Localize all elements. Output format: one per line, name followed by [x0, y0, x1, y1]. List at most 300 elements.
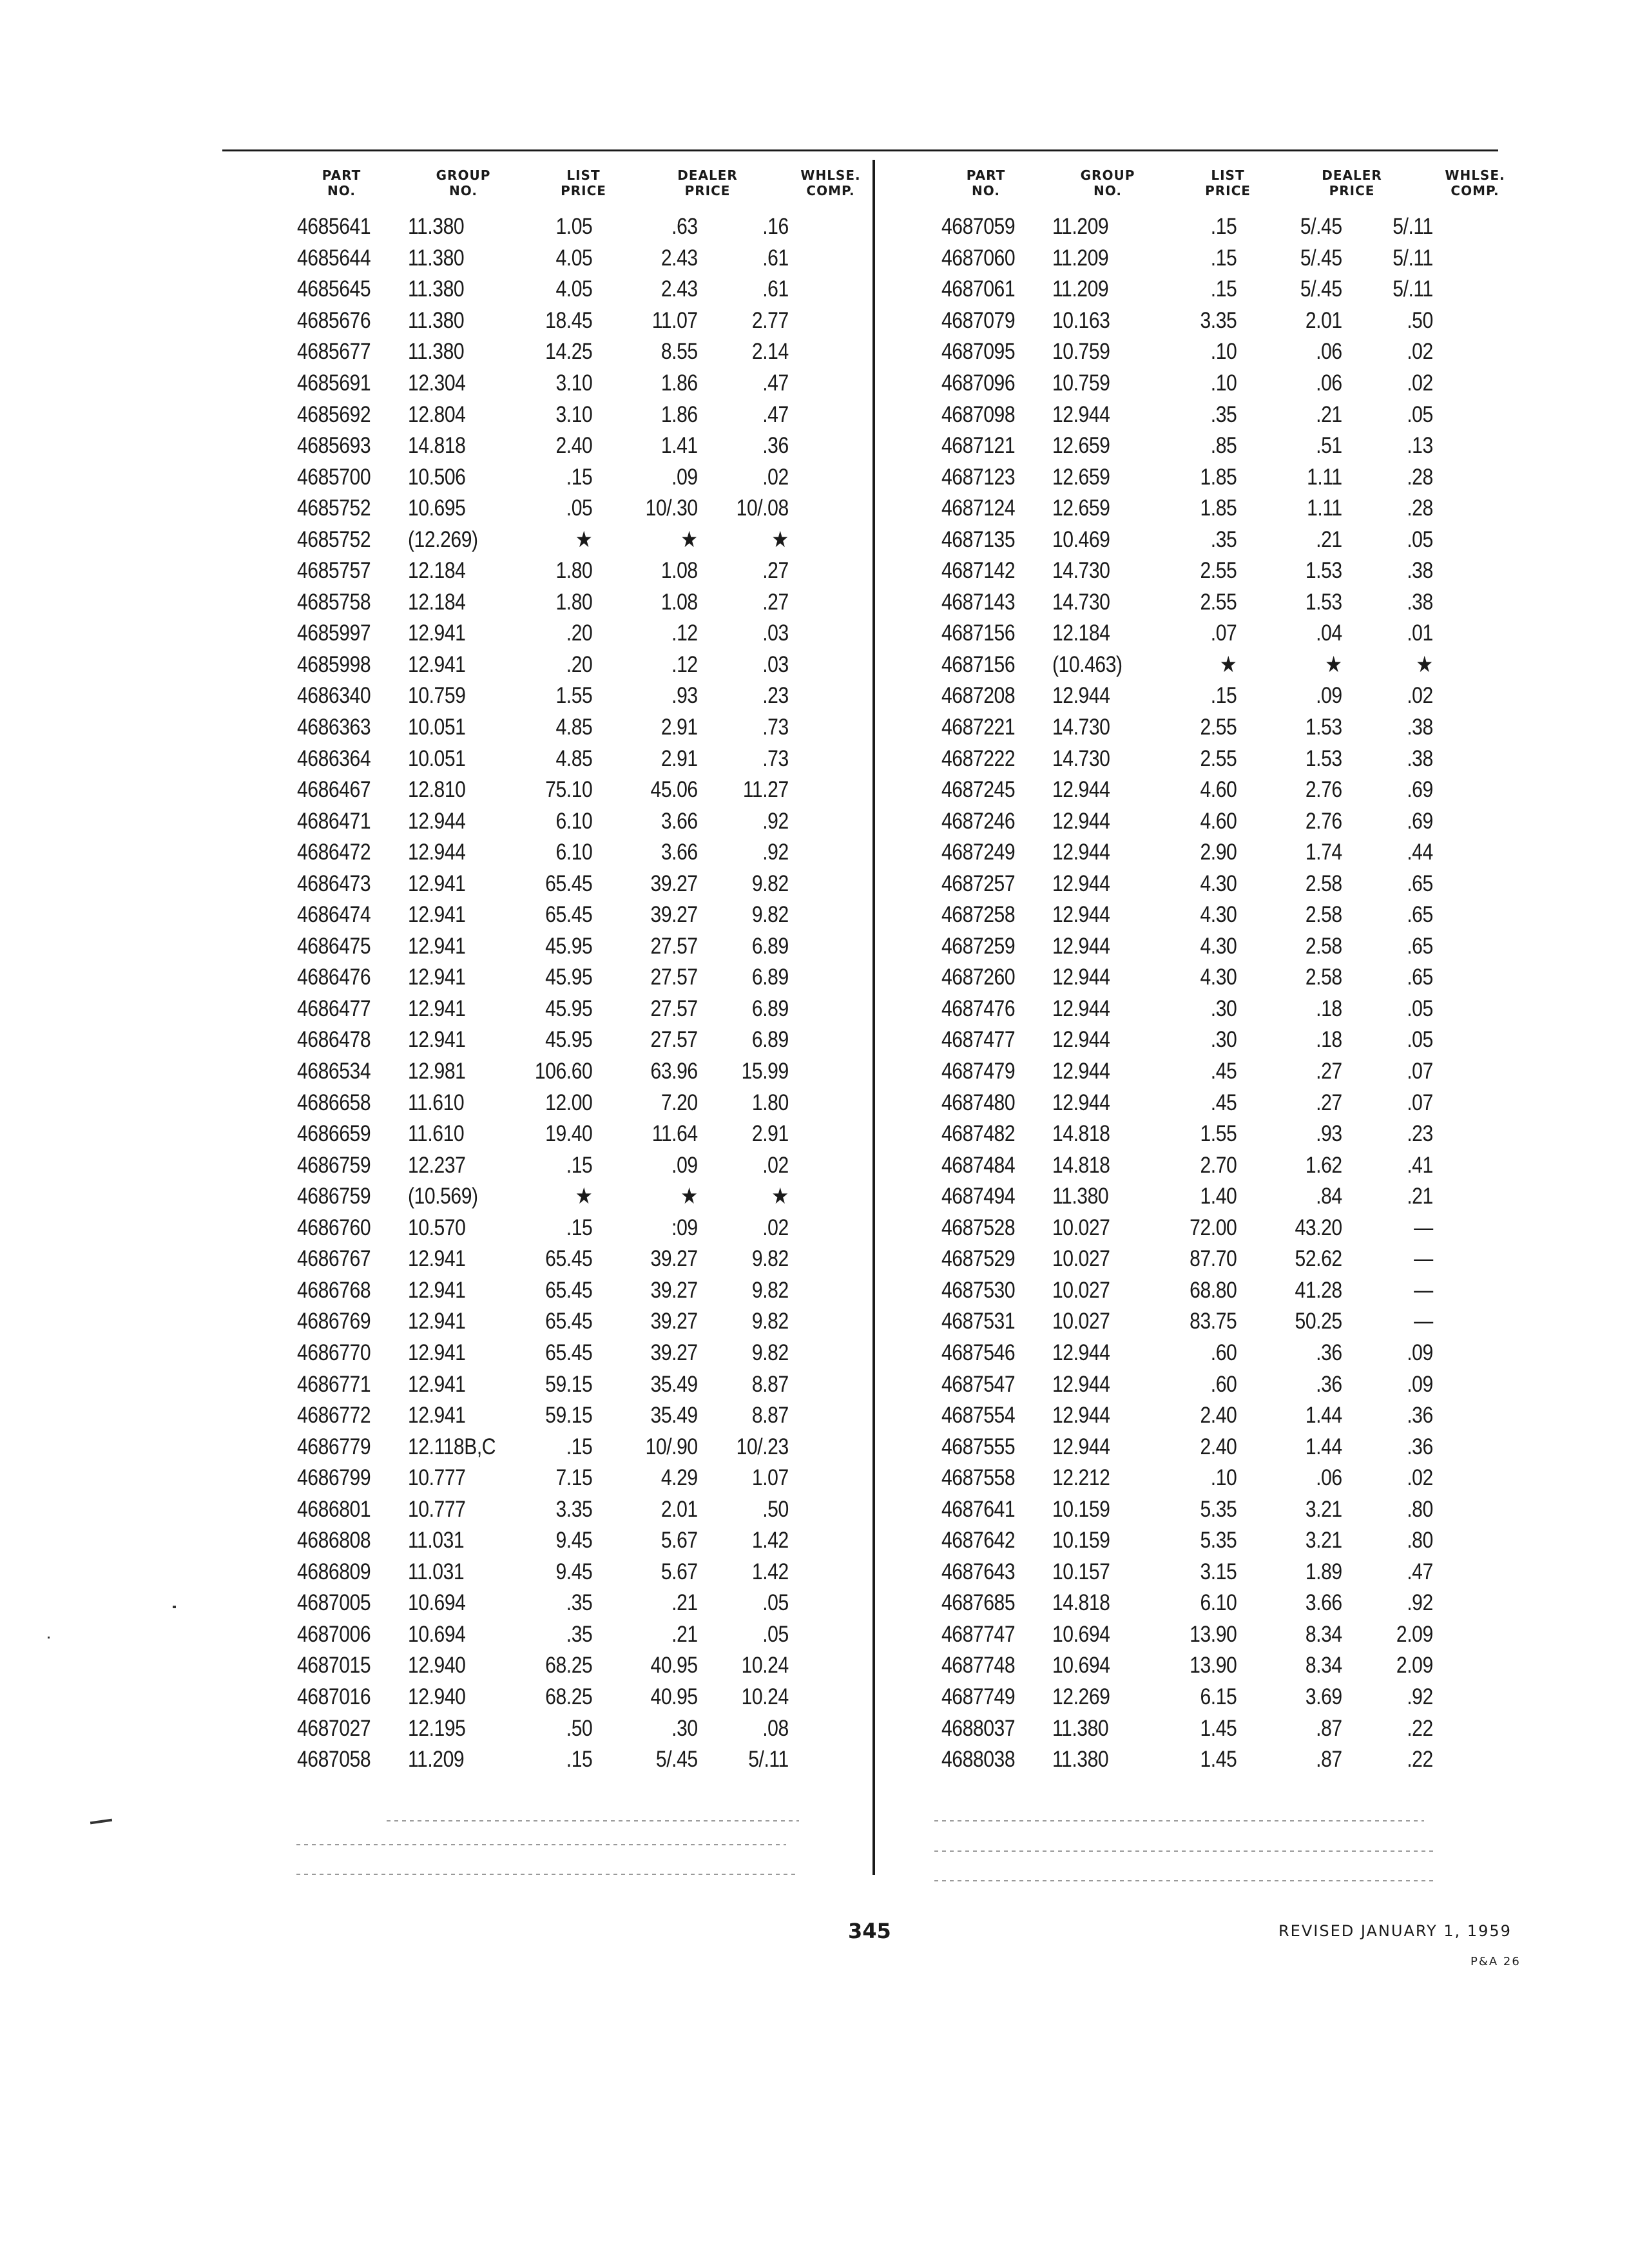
- table-row: [921, 336, 1443, 368]
- list-price-cell: 45.95: [545, 995, 593, 1021]
- part-no-cell: 4686476: [296, 965, 371, 990]
- header-dealer-price: [1278, 168, 1413, 198]
- table-row: [921, 1463, 1443, 1494]
- group-no-cell: 11.610: [407, 1090, 465, 1115]
- group-no-cell: 11.610: [407, 1121, 465, 1147]
- part-no-cell: 4685691: [296, 370, 371, 396]
- part-no-cell: 4687547: [941, 1371, 1016, 1397]
- list-price-cell: ★: [575, 1184, 593, 1209]
- whlse-comp-cell: .21: [1407, 1184, 1433, 1209]
- left-table-rows: [277, 211, 883, 1775]
- dealer-price-cell: 2.58: [1305, 933, 1342, 959]
- part-no-cell: 4686799: [296, 1465, 371, 1491]
- table-row: [277, 868, 798, 899]
- table-row: [921, 1400, 1443, 1432]
- group-no-cell: 12.659: [1052, 464, 1110, 490]
- dealer-price-cell: .18: [1316, 995, 1342, 1021]
- group-no-cell: 12.941: [407, 902, 466, 928]
- list-price-cell: 2.55: [1200, 558, 1237, 584]
- whlse-comp-cell: .07: [1407, 1059, 1433, 1084]
- dealer-price-cell: 5.67: [660, 1559, 698, 1584]
- dealer-price-cell: .09: [671, 1152, 698, 1178]
- list-price-cell: 6.10: [1200, 1590, 1237, 1616]
- header-whlse-line2: COMP.: [806, 183, 855, 198]
- header-whlse-comp: [1413, 168, 1528, 198]
- table-row: [277, 493, 798, 524]
- dealer-price-cell: 2.76: [1305, 808, 1342, 834]
- whlse-comp-cell: .03: [762, 620, 789, 646]
- list-price-cell: 65.45: [545, 870, 593, 896]
- table-row: [277, 1744, 798, 1776]
- table-row: [921, 274, 1443, 305]
- group-no-cell: 12.944: [1052, 840, 1110, 865]
- whlse-comp-cell: .27: [762, 589, 789, 615]
- group-no-cell: 12.659: [1052, 495, 1110, 521]
- list-price-cell: 45.95: [545, 933, 593, 959]
- list-price-cell: 13.90: [1190, 1621, 1237, 1647]
- table-row: [921, 837, 1443, 869]
- table-row: [921, 1494, 1443, 1525]
- scan-dotted-line: [296, 1874, 799, 1875]
- whlse-comp-cell: .08: [762, 1715, 789, 1741]
- whlse-comp-cell: .92: [762, 840, 789, 865]
- group-no-cell: 12.944: [1052, 683, 1110, 709]
- dealer-price-cell: 1.44: [1305, 1403, 1342, 1428]
- dealer-price-cell: .51: [1316, 433, 1342, 459]
- whlse-comp-cell: 2.09: [1396, 1653, 1433, 1678]
- list-price-cell: 1.55: [555, 683, 593, 709]
- group-no-cell: 12.941: [407, 1027, 466, 1053]
- whlse-comp-cell: .38: [1407, 558, 1433, 584]
- dealer-price-cell: .30: [671, 1715, 698, 1741]
- header-whlse-line1: WHLSE.: [800, 168, 861, 183]
- part-no-cell: 4686760: [296, 1215, 371, 1240]
- table-row: [277, 430, 798, 462]
- whlse-comp-cell: 11.27: [742, 777, 789, 803]
- group-no-cell: 14.730: [1052, 715, 1110, 740]
- list-price-cell: 4.60: [1200, 777, 1237, 803]
- part-no-cell: 4686809: [296, 1559, 371, 1584]
- dealer-price-cell: 1.08: [660, 589, 698, 615]
- table-row: [277, 1087, 798, 1119]
- header-group-line2: NO.: [449, 183, 477, 198]
- dealer-price-cell: 1.53: [1305, 715, 1342, 740]
- table-row: [277, 1181, 798, 1213]
- group-no-cell: 12.944: [1052, 933, 1110, 959]
- part-no-cell: 4685758: [296, 589, 371, 615]
- whlse-comp-cell: .65: [1407, 965, 1433, 990]
- dealer-price-cell: 1.89: [1305, 1559, 1342, 1584]
- group-no-cell: 14.730: [1052, 558, 1110, 584]
- group-no-cell: 12.118B,C: [407, 1434, 496, 1459]
- part-no-cell: 4687258: [941, 902, 1016, 928]
- group-no-cell: 12.944: [1052, 1027, 1110, 1053]
- dealer-price-cell: 41.28: [1295, 1277, 1342, 1303]
- document-code: P&A 26: [1470, 1955, 1521, 1968]
- list-price-cell: .15: [566, 464, 593, 490]
- whlse-comp-cell: .80: [1407, 1496, 1433, 1522]
- group-no-cell: 11.380: [407, 245, 465, 271]
- table-row: [921, 1213, 1443, 1244]
- list-price-cell: ★: [575, 526, 593, 552]
- group-no-cell: 11.209: [1052, 276, 1109, 302]
- table-row: [921, 211, 1443, 243]
- group-no-cell: 12.944: [1052, 1059, 1110, 1084]
- dealer-price-cell: 1.53: [1305, 558, 1342, 584]
- dealer-price-cell: ★: [680, 1184, 698, 1209]
- header-group-line2: NO.: [1094, 183, 1122, 198]
- table-row: [921, 868, 1443, 899]
- dealer-price-cell: 27.57: [650, 933, 698, 959]
- group-no-cell: 11.380: [407, 307, 465, 333]
- dealer-price-cell: 10/.30: [645, 495, 698, 521]
- table-row: [277, 461, 798, 493]
- whlse-comp-cell: .92: [762, 808, 789, 834]
- group-no-cell: 10.694: [1052, 1653, 1110, 1678]
- whlse-comp-cell: ★: [771, 1184, 789, 1209]
- table-row: [921, 1525, 1443, 1557]
- dealer-price-cell: 8.34: [1305, 1653, 1342, 1678]
- table-row: [277, 1024, 798, 1056]
- whlse-comp-cell: .23: [762, 683, 789, 709]
- table-row: [921, 1650, 1443, 1682]
- dealer-price-cell: 40.95: [650, 1653, 698, 1678]
- table-row: [277, 931, 798, 963]
- part-no-cell: 4686770: [296, 1340, 371, 1365]
- list-price-cell: 2.55: [1200, 745, 1237, 771]
- dealer-price-cell: 39.27: [650, 1246, 698, 1272]
- table-row: [921, 1557, 1443, 1588]
- list-price-cell: 9.45: [555, 1559, 593, 1584]
- whlse-comp-cell: .65: [1407, 902, 1433, 928]
- list-price-cell: .45: [1210, 1059, 1237, 1084]
- part-no-cell: 4687059: [941, 214, 1016, 240]
- header-part-line1: PART: [966, 168, 1006, 183]
- group-no-cell: 10.159: [1052, 1496, 1110, 1522]
- table-row: [921, 1744, 1443, 1776]
- whlse-comp-cell: .47: [762, 370, 789, 396]
- table-row: [277, 555, 798, 587]
- table-row: [277, 994, 798, 1025]
- group-no-cell: 10.051: [407, 745, 466, 771]
- table-row: [921, 305, 1443, 337]
- whlse-comp-cell: ★: [1416, 651, 1433, 677]
- group-no-cell: 14.818: [1052, 1121, 1110, 1147]
- list-price-cell: 6.10: [555, 840, 593, 865]
- table-row: [921, 430, 1443, 462]
- list-price-cell: 3.35: [1200, 307, 1237, 333]
- part-no-cell: 4686467: [296, 777, 371, 803]
- group-no-cell: 14.730: [1052, 589, 1110, 615]
- part-no-cell: 4687494: [941, 1184, 1016, 1209]
- group-no-cell: 10.159: [1052, 1528, 1110, 1553]
- dealer-price-cell: 2.76: [1305, 777, 1342, 803]
- list-price-cell: 1.55: [1200, 1121, 1237, 1147]
- right-table-rows: [921, 211, 1528, 1775]
- table-row: [277, 1682, 798, 1713]
- table-row: [277, 1713, 798, 1744]
- whlse-comp-cell: .73: [762, 745, 789, 771]
- group-no-cell: 12.944: [1052, 1403, 1110, 1428]
- group-no-cell: 11.209: [1052, 214, 1109, 240]
- list-price-cell: 1.85: [1200, 464, 1237, 490]
- group-no-cell: 10.777: [407, 1465, 466, 1491]
- table-row: [277, 1306, 798, 1338]
- list-price-cell: .20: [566, 651, 593, 677]
- list-price-cell: 2.70: [1200, 1152, 1237, 1178]
- header-list-line1: LIST: [566, 168, 601, 183]
- part-no-cell: 4687156: [941, 651, 1016, 677]
- list-price-cell: .07: [1210, 620, 1237, 646]
- whlse-comp-cell: —: [1414, 1246, 1433, 1272]
- dealer-price-cell: 27.57: [650, 995, 698, 1021]
- part-no-cell: 4685676: [296, 307, 371, 333]
- whlse-comp-cell: 9.82: [751, 1277, 789, 1303]
- whlse-comp-cell: .02: [762, 464, 789, 490]
- list-price-cell: .15: [1210, 214, 1237, 240]
- whlse-comp-cell: 10.24: [741, 1684, 789, 1709]
- table-row: [921, 368, 1443, 399]
- table-row: [277, 1119, 798, 1150]
- part-no-cell: 4686659: [296, 1121, 371, 1147]
- group-no-cell: 12.941: [407, 1371, 466, 1397]
- part-no-cell: 4687246: [941, 808, 1016, 834]
- table-row: [921, 1588, 1443, 1619]
- dealer-price-cell: .04: [1316, 620, 1342, 646]
- part-no-cell: 4685641: [296, 214, 371, 240]
- group-no-cell: 10.027: [1052, 1246, 1110, 1272]
- group-no-cell: 12.195: [407, 1715, 466, 1741]
- whlse-comp-cell: .05: [762, 1621, 789, 1647]
- dealer-price-cell: .06: [1316, 1465, 1342, 1491]
- group-no-cell: 12.944: [1052, 965, 1110, 990]
- part-no-cell: 4685752: [296, 495, 371, 521]
- list-price-cell: 68.80: [1190, 1277, 1237, 1303]
- table-row: [921, 1275, 1443, 1307]
- whlse-comp-cell: .16: [762, 214, 789, 240]
- group-no-cell: 10.027: [1052, 1309, 1110, 1334]
- dealer-price-cell: 5/.45: [1300, 245, 1342, 271]
- list-price-cell: 45.95: [545, 965, 593, 990]
- list-price-cell: 72.00: [1190, 1215, 1237, 1240]
- part-no-cell: 4687482: [941, 1121, 1016, 1147]
- list-price-cell: .15: [566, 1747, 593, 1773]
- group-no-cell: 12.941: [407, 995, 466, 1021]
- part-no-cell: 4687123: [941, 464, 1016, 490]
- dealer-price-cell: .27: [1316, 1059, 1342, 1084]
- table-row: [277, 1650, 798, 1682]
- group-no-cell: 12.269: [1052, 1684, 1110, 1709]
- whlse-comp-cell: .36: [1407, 1434, 1433, 1459]
- list-price-cell: 5.35: [1200, 1528, 1237, 1553]
- whlse-comp-cell: .65: [1407, 870, 1433, 896]
- whlse-comp-cell: .50: [762, 1496, 789, 1522]
- list-price-cell: 18.45: [545, 307, 593, 333]
- whlse-comp-cell: .07: [1407, 1090, 1433, 1115]
- whlse-comp-cell: .03: [762, 651, 789, 677]
- group-no-cell: 14.730: [1052, 745, 1110, 771]
- group-no-cell: 12.810: [407, 777, 466, 803]
- group-no-cell: 11.380: [1052, 1715, 1109, 1741]
- table-row: [921, 618, 1443, 649]
- part-no-cell: 4685693: [296, 433, 371, 459]
- dealer-price-cell: 7.20: [660, 1090, 698, 1115]
- whlse-comp-cell: 9.82: [751, 1246, 789, 1272]
- table-row: [921, 994, 1443, 1025]
- part-no-cell: 4688037: [941, 1715, 1016, 1741]
- group-no-cell: 10.506: [407, 464, 466, 490]
- table-row: [921, 243, 1443, 274]
- group-no-cell: 10.694: [407, 1590, 466, 1616]
- header-dealer-line1: DEALER: [677, 168, 738, 183]
- whlse-comp-cell: .38: [1407, 715, 1433, 740]
- part-no-cell: 4686759: [296, 1152, 371, 1178]
- table-row: [921, 1119, 1443, 1150]
- whlse-comp-cell: .36: [1407, 1403, 1433, 1428]
- header-dealer-line1: DEALER: [1322, 168, 1382, 183]
- group-no-cell: 11.380: [1052, 1184, 1109, 1209]
- list-price-cell: 2.90: [1200, 840, 1237, 865]
- table-row: [277, 1494, 798, 1525]
- table-row: [921, 1713, 1443, 1744]
- group-no-cell: 12.944: [1052, 870, 1110, 896]
- whlse-comp-cell: .38: [1407, 745, 1433, 771]
- table-row: [277, 1275, 798, 1307]
- dealer-price-cell: 2.01: [1305, 307, 1342, 333]
- table-row: [921, 1369, 1443, 1400]
- list-price-cell: 1.45: [1200, 1715, 1237, 1741]
- part-no-cell: 4687529: [941, 1246, 1016, 1272]
- list-price-cell: 12.00: [545, 1090, 593, 1115]
- table-row: [277, 1588, 798, 1619]
- table-row: [277, 1463, 798, 1494]
- list-price-cell: .60: [1210, 1340, 1237, 1365]
- dealer-price-cell: 1.74: [1305, 840, 1342, 865]
- whlse-comp-cell: .02: [1407, 339, 1433, 365]
- table-row: [921, 649, 1443, 681]
- table-row: [277, 1338, 798, 1369]
- header-group-no: [1044, 168, 1165, 198]
- whlse-comp-cell: 9.82: [751, 1309, 789, 1334]
- group-no-cell: 10.157: [1052, 1559, 1110, 1584]
- table-row: [921, 1056, 1443, 1088]
- dealer-price-cell: 1.86: [660, 401, 698, 427]
- list-price-cell: 75.10: [545, 777, 593, 803]
- whlse-comp-cell: .44: [1407, 840, 1433, 865]
- part-no-cell: 4686658: [296, 1090, 371, 1115]
- group-no-cell: 10.051: [407, 715, 466, 740]
- dealer-price-cell: 10/.90: [645, 1434, 698, 1459]
- group-no-cell: 12.940: [407, 1684, 466, 1709]
- table-row: [277, 1557, 798, 1588]
- list-price-cell: 83.75: [1190, 1309, 1237, 1334]
- part-no-cell: 4687685: [941, 1590, 1016, 1616]
- list-price-cell: 1.40: [1200, 1184, 1237, 1209]
- header-whlse-comp: [769, 168, 883, 198]
- table-row: [921, 805, 1443, 837]
- table-row: [921, 774, 1443, 806]
- group-no-cell: 12.941: [407, 965, 466, 990]
- whlse-comp-cell: 10/.23: [736, 1434, 789, 1459]
- dealer-price-cell: 3.66: [1305, 1590, 1342, 1616]
- table-row: [277, 899, 798, 931]
- whlse-comp-cell: .36: [762, 433, 789, 459]
- whlse-comp-cell: ★: [771, 526, 789, 552]
- part-no-cell: 4686474: [296, 902, 371, 928]
- whlse-comp-cell: 9.82: [751, 902, 789, 928]
- dealer-price-cell: 27.57: [650, 965, 698, 990]
- part-no-cell: 4685997: [296, 620, 371, 646]
- table-row: [277, 1056, 798, 1088]
- table-row: [921, 1431, 1443, 1463]
- list-price-cell: 1.85: [1200, 495, 1237, 521]
- table-row: [277, 399, 798, 430]
- table-row: [921, 399, 1443, 430]
- group-no-cell: 10.759: [1052, 370, 1110, 396]
- list-price-cell: 2.40: [1200, 1403, 1237, 1428]
- list-price-cell: 6.15: [1200, 1684, 1237, 1709]
- list-price-cell: .10: [1210, 339, 1237, 365]
- table-row: [921, 524, 1443, 555]
- whlse-comp-cell: .69: [1407, 777, 1433, 803]
- whlse-comp-cell: 9.82: [751, 870, 789, 896]
- table-row: [277, 243, 798, 274]
- table-row: [277, 743, 798, 774]
- whlse-comp-cell: .05: [762, 1590, 789, 1616]
- group-no-cell: 12.941: [407, 1309, 466, 1334]
- list-price-cell: .15: [566, 1152, 593, 1178]
- group-no-cell: 12.944: [1052, 902, 1110, 928]
- group-no-cell: 12.941: [407, 933, 466, 959]
- table-row: [277, 368, 798, 399]
- list-price-cell: 68.25: [545, 1684, 593, 1709]
- part-no-cell: 4687142: [941, 558, 1016, 584]
- group-no-cell: 12.940: [407, 1653, 466, 1678]
- part-no-cell: 4687135: [941, 526, 1016, 552]
- list-price-cell: .60: [1210, 1371, 1237, 1397]
- header-list-price: [1165, 168, 1278, 198]
- dealer-price-cell: 11.64: [651, 1121, 698, 1147]
- header-group-line1: GROUP: [436, 168, 491, 183]
- list-price-cell: .35: [1210, 526, 1237, 552]
- part-no-cell: 4686477: [296, 995, 371, 1021]
- scan-speck: [90, 1819, 112, 1825]
- part-no-cell: 4687479: [941, 1059, 1016, 1084]
- dealer-price-cell: 4.29: [660, 1465, 698, 1491]
- group-no-cell: (10.463): [1052, 651, 1123, 677]
- part-no-cell: 4686767: [296, 1246, 371, 1272]
- list-price-cell: 59.15: [545, 1371, 593, 1397]
- list-price-cell: 2.55: [1200, 715, 1237, 740]
- list-price-cell: .15: [1210, 245, 1237, 271]
- list-price-cell: 1.80: [555, 558, 593, 584]
- group-no-cell: 12.944: [1052, 401, 1110, 427]
- whlse-comp-cell: .22: [1407, 1715, 1433, 1741]
- dealer-price-cell: 2.91: [660, 745, 698, 771]
- part-no-cell: 4687643: [941, 1559, 1016, 1584]
- whlse-comp-cell: .69: [1407, 808, 1433, 834]
- part-no-cell: 4687015: [296, 1653, 371, 1678]
- dealer-price-cell: 2.58: [1305, 965, 1342, 990]
- whlse-comp-cell: 6.89: [751, 995, 789, 1021]
- whlse-comp-cell: 8.87: [751, 1371, 789, 1397]
- list-price-cell: 13.90: [1190, 1653, 1237, 1678]
- table-row: [277, 524, 798, 555]
- scan-dotted-line: [934, 1850, 1437, 1852]
- list-price-cell: 1.80: [555, 589, 593, 615]
- dealer-price-cell: 3.66: [660, 808, 698, 834]
- whlse-comp-cell: 5/.11: [1393, 214, 1433, 240]
